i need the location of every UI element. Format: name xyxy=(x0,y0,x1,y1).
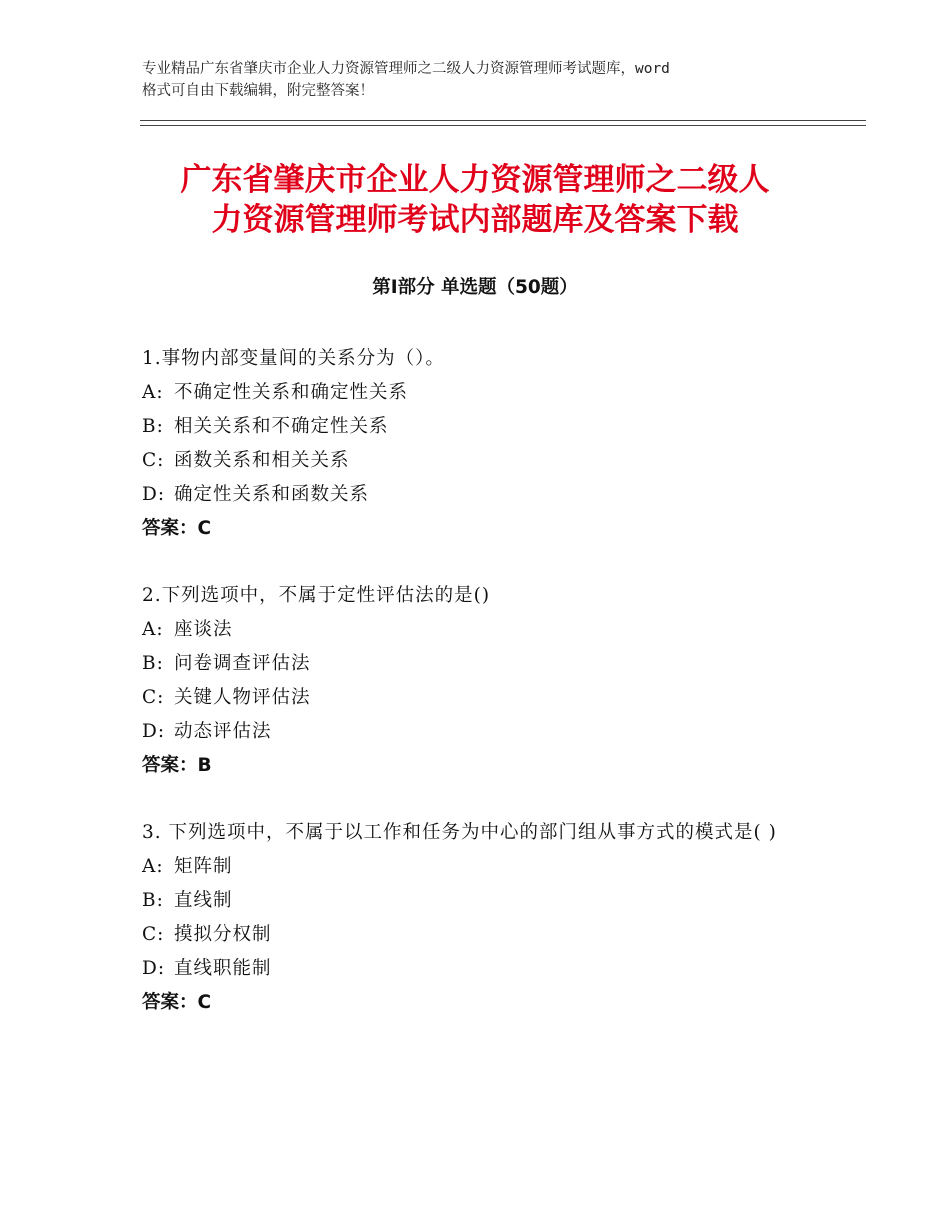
answer-line: 答案：C xyxy=(142,518,212,539)
option-letter: B: xyxy=(142,890,164,911)
document-title xyxy=(90,160,860,240)
option-letter: B: xyxy=(142,653,164,674)
option-text: 关键人物评估法 xyxy=(174,687,311,708)
option-text: 动态评估法 xyxy=(174,721,272,742)
question-stem: 3. 下列选项中，不属于以工作和任务为中心的部门组从事方式的模式是( ) xyxy=(142,822,777,843)
option-text: 不确定性关系和确定性关系 xyxy=(174,382,409,403)
option-b xyxy=(142,410,822,444)
page-header-note xyxy=(142,58,832,102)
question-stem: 1.事物内部变量间的关系分为（）。 xyxy=(142,348,445,369)
answer-line: 答案：B xyxy=(142,755,212,776)
header-note-line-2: 格式可自由下载编辑，附完整答案！ xyxy=(142,83,374,99)
option-letter: C: xyxy=(142,924,165,945)
question-1 xyxy=(142,342,822,546)
option-text: 问卷调查评估法 xyxy=(174,653,311,674)
option-letter: C: xyxy=(142,687,165,708)
option-letter: D: xyxy=(142,721,166,742)
document-title-line-1: 广东省肇庆市企业人力资源管理师之二级人 xyxy=(180,162,770,198)
question-2 xyxy=(142,579,822,783)
option-a xyxy=(142,376,822,410)
option-letter: B: xyxy=(142,416,164,437)
option-c xyxy=(142,681,822,715)
option-letter: D: xyxy=(142,958,166,979)
option-d xyxy=(142,715,822,749)
option-text: 直线职能制 xyxy=(174,958,272,979)
option-text: 相关关系和不确定性关系 xyxy=(174,416,389,437)
option-letter: A: xyxy=(142,856,164,877)
option-a xyxy=(142,850,822,884)
option-text: 直线制 xyxy=(174,890,233,911)
option-c xyxy=(142,444,822,478)
option-d xyxy=(142,478,822,512)
header-divider xyxy=(140,120,866,126)
option-text: 函数关系和相关关系 xyxy=(174,450,350,471)
question-3 xyxy=(142,816,822,1020)
question-list xyxy=(142,342,822,1053)
option-text: 确定性关系和函数关系 xyxy=(174,484,370,505)
answer-line: 答案：C xyxy=(142,992,212,1013)
question-stem: 2.下列选项中，不属于定性评估法的是() xyxy=(142,585,491,606)
option-b xyxy=(142,647,822,681)
option-c xyxy=(142,918,822,952)
header-note-line-1: 专业精品广东省肇庆市企业人力资源管理师之二级人力资源管理师考试题库，word xyxy=(142,61,670,77)
option-letter: D: xyxy=(142,484,166,505)
section-heading: 第Ⅰ部分 单选题（50题） xyxy=(372,277,578,298)
option-letter: C: xyxy=(142,450,165,471)
option-text: 矩阵制 xyxy=(174,856,233,877)
option-b xyxy=(142,884,822,918)
option-text: 座谈法 xyxy=(174,619,233,640)
option-a xyxy=(142,613,822,647)
option-letter: A: xyxy=(142,382,164,403)
option-letter: A: xyxy=(142,619,164,640)
option-text: 摸拟分权制 xyxy=(174,924,272,945)
option-d xyxy=(142,952,822,986)
document-title-line-2: 力资源管理师考试内部题库及答案下载 xyxy=(211,202,739,238)
